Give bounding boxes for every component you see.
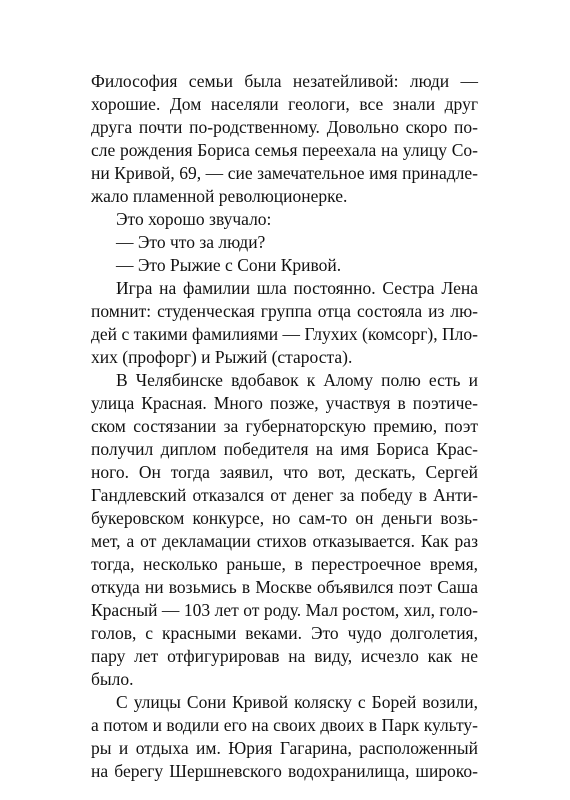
- text-line: друга почти по-родственному. Довольно скоро по-: [91, 117, 478, 137]
- text-line: получил диплом победителя на имя Бориса Крас-: [91, 439, 478, 459]
- text-line: пару лет отфигурировав на виду, исчезло как не: [91, 646, 478, 666]
- text-line: хорошие. Дом населяли геологи, все знали друг: [91, 94, 478, 114]
- text-line: Гандлевский отказался от денег за победу в Анти-: [91, 485, 478, 505]
- text-line: жало пламенной революционерке.: [91, 186, 348, 206]
- text-line: ни Кривой, 69, — сие замечательное имя принадле-: [91, 163, 478, 183]
- text-line: дей с такими фамилиями — Глухих (комсорг), Пло-: [91, 324, 478, 344]
- text-line: ском состязании за губернаторскую премию, поэт: [91, 416, 478, 436]
- text-line: сле рождения Бориса семья переехала на улицу Со-: [91, 140, 478, 160]
- text-line: букеровском конкурсе, но сам-то он деньги возь-: [91, 508, 478, 528]
- text-line: было.: [91, 669, 134, 689]
- text-line: тогда, несколько раньше, в перестроечное время,: [91, 554, 478, 574]
- text-line: ного. Он тогда заявил, что вот, дескать, Сергей: [91, 462, 478, 482]
- text-line: Игра на фамилии шла постоянно. Сестра Лена: [116, 278, 478, 298]
- text-line: В Челябинске вдобавок к Алому полю есть и: [116, 370, 478, 390]
- text-line: голов, с красными веками. Это чудо долголетия,: [91, 623, 478, 643]
- text-line: Философия семьи была незатейливой: люди —: [91, 71, 478, 91]
- text-line: мет, а от декламации стихов отказывается. Как раз: [91, 531, 478, 551]
- text-line: а потом и водили его на своих двоих в Парк культу-: [91, 715, 478, 735]
- text-line: помнит: студенческая группа отца состояла из лю-: [91, 301, 478, 321]
- text-line: улица Красная. Много позже, участвуя в поэтиче-: [91, 393, 478, 413]
- text-line: ры и отдыха им. Юрия Гагарина, расположенный: [91, 738, 478, 758]
- text-line: откуда ни возьмись в Москве объявился поэт Саша: [91, 577, 478, 597]
- text-line: — Это что за люди?: [116, 232, 266, 252]
- text-line: Это хорошо звучало:: [116, 209, 272, 229]
- text-line: — Это Рыжие с Сони Кривой.: [116, 255, 342, 275]
- text-line: С улицы Сони Кривой коляску с Борей возили,: [116, 692, 478, 712]
- text-line: хих (профорг) и Рыжий (староста).: [91, 347, 353, 367]
- text-line: Красный — 103 лет от роду. Мал ростом, хил, голо-: [91, 600, 478, 620]
- text-line: на берегу Шершневского водохранилища, широко-: [91, 761, 478, 781]
